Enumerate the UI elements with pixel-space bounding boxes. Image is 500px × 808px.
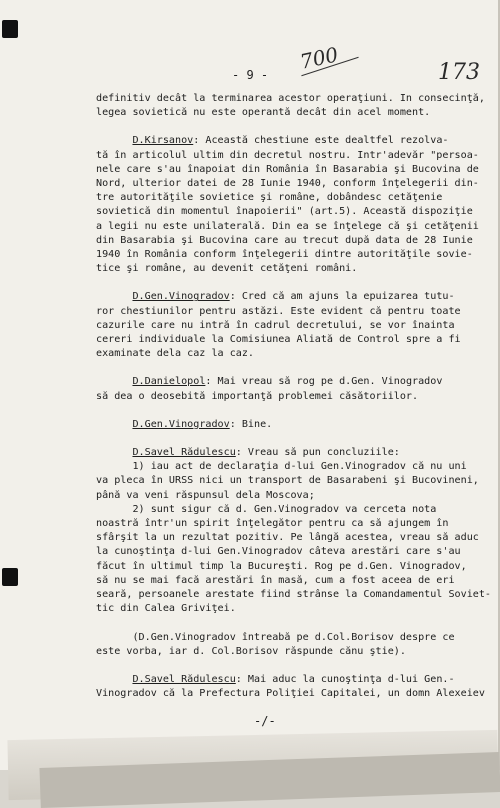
text-line: Nord, ulterior datei de 28 Iunie 1940, conform înţelegerii din- bbox=[96, 178, 479, 190]
paragraph bbox=[96, 418, 488, 432]
text-line: este vorba, iar d. Col.Borisov răspunde cănu ştie). bbox=[96, 645, 406, 657]
text-line: 1940 în România conform înţelegerii dintre autorităţile sovie- bbox=[96, 249, 473, 261]
punch-hole-bottom bbox=[2, 568, 18, 586]
text-line: 2) sunt sigur că d. Gen.Vinogradov va cerceta nota bbox=[96, 503, 437, 515]
text-line bbox=[96, 375, 488, 389]
punch-hole-top bbox=[2, 20, 18, 38]
speaker-name: D.Savel Rădulescu bbox=[132, 673, 236, 685]
paragraph bbox=[96, 375, 488, 403]
text-line: tă în articolul ultim din decretul nostru. Intr'adevăr "persoa- bbox=[96, 149, 479, 161]
text-line: 1) iau act de declaraţia d-lui Gen.Vinogradov că nu uni bbox=[96, 461, 467, 473]
text-line bbox=[96, 673, 488, 687]
text-line: cereri individuale la Comisiunea Aliată de Control spre a fi bbox=[96, 334, 461, 346]
speaker-text: : Cred că am ajuns la epuizarea tutu- bbox=[229, 291, 455, 303]
handwritten-number: 700 bbox=[297, 42, 341, 74]
text-line: a legii nu este unilaterală. Din ea se înţelege că şi cetăţenii bbox=[96, 220, 479, 232]
text-line: până va veni răspunsul dela Moscova; bbox=[96, 489, 315, 501]
speaker-text: : Mai aduc la cunoştinţa d-lui Gen.- bbox=[235, 673, 455, 685]
text-line: cazurile care nu intră în cadrul decretului, se vor înainta bbox=[96, 319, 455, 331]
text-line bbox=[96, 418, 488, 432]
text-line: (D.Gen.Vinogradov întreabă pe d.Col.Borisov despre ce bbox=[96, 631, 455, 643]
text-line: din Basarabia şi Bucovina care au trecut după data de 28 Iunie bbox=[96, 234, 473, 246]
text-line: va pleca în URSS nici un transport de Basarabeni şi Bucovineni, bbox=[96, 475, 479, 487]
paragraph bbox=[96, 631, 488, 659]
text-line: să dea o deosebită importanţă problemei căsătoriilor. bbox=[96, 390, 419, 402]
text-line: noastră într'un spirit înţelegător pentru ca să ajungem în bbox=[96, 518, 449, 530]
text-line bbox=[96, 134, 488, 148]
paragraph bbox=[96, 92, 488, 120]
continuation-mark: -/- bbox=[254, 714, 276, 728]
text-line: ror chestiunilor pentru astăzi. Este evident că pentru toate bbox=[96, 305, 461, 317]
paragraph bbox=[96, 446, 492, 616]
paragraph bbox=[96, 290, 488, 361]
text-line: legea sovietică nu este operantă decât din acel moment. bbox=[96, 107, 431, 119]
text-line: să nu se mai facă arestări în masă, cum a fost aceea de eri bbox=[96, 574, 455, 586]
text-line bbox=[96, 446, 488, 460]
text-line: făcut în ultimul timp la Bucureşti. Rog pe d.Gen. Vinogradov, bbox=[96, 560, 467, 572]
speaker-text: : Vreau să pun concluziile: bbox=[235, 447, 400, 459]
text-line: seară, persoanele arestate fiind strânse la Comandamentul Soviet- bbox=[96, 589, 492, 601]
speaker-text: : Mai vreau să rog pe d.Gen. Vinogradov bbox=[205, 376, 443, 388]
page-number: - 9 - bbox=[232, 68, 269, 82]
speaker-name: D.Kirsanov bbox=[132, 135, 194, 147]
text-line: nele care s'au înapoiat din România în Basarabia şi Bucovina de bbox=[96, 163, 479, 175]
text-line: examinate dela caz la caz. bbox=[96, 348, 255, 360]
text-line: sovietică din momentul înapoierii" (art.5). Această dispoziţie bbox=[96, 206, 473, 218]
speaker-name: D.Gen.Vinogradov bbox=[132, 291, 230, 303]
text-line: sfârşit la un rezultat pozitiv. Pe lângă acestea, vreau să aduc bbox=[96, 532, 479, 544]
handwritten-folio: 173 bbox=[438, 60, 480, 85]
paragraph bbox=[96, 673, 488, 701]
text-line: Vinogradov că la Prefectura Poliţiei Capitalei, un domn Alexeiev bbox=[96, 688, 485, 700]
speaker-name: D.Savel Rădulescu bbox=[132, 447, 236, 459]
text-line: tice şi române, au devenit cetăţeni români. bbox=[96, 263, 358, 275]
text-line: tre autorităţile sovietice şi române, dobândesc cetăţenie bbox=[96, 192, 443, 204]
speaker-text: : Bine. bbox=[229, 418, 273, 430]
text-line: la cunoştinţa d-lui Gen.Vinogradov câteva arestări care s'au bbox=[96, 546, 461, 558]
text-line: definitiv decât la terminarea acestor operaţiuni. In consecinţă, bbox=[96, 93, 485, 104]
paragraph bbox=[96, 134, 488, 276]
document-body bbox=[96, 92, 492, 715]
speaker-text: : Această chestiune este dealtfel rezolva- bbox=[193, 135, 449, 147]
text-line: tic din Calea Griviţei. bbox=[96, 603, 236, 615]
text-line bbox=[96, 290, 488, 304]
speaker-name: D.Gen.Vinogradov bbox=[132, 418, 230, 430]
speaker-name: D.Danielopol bbox=[132, 376, 206, 388]
